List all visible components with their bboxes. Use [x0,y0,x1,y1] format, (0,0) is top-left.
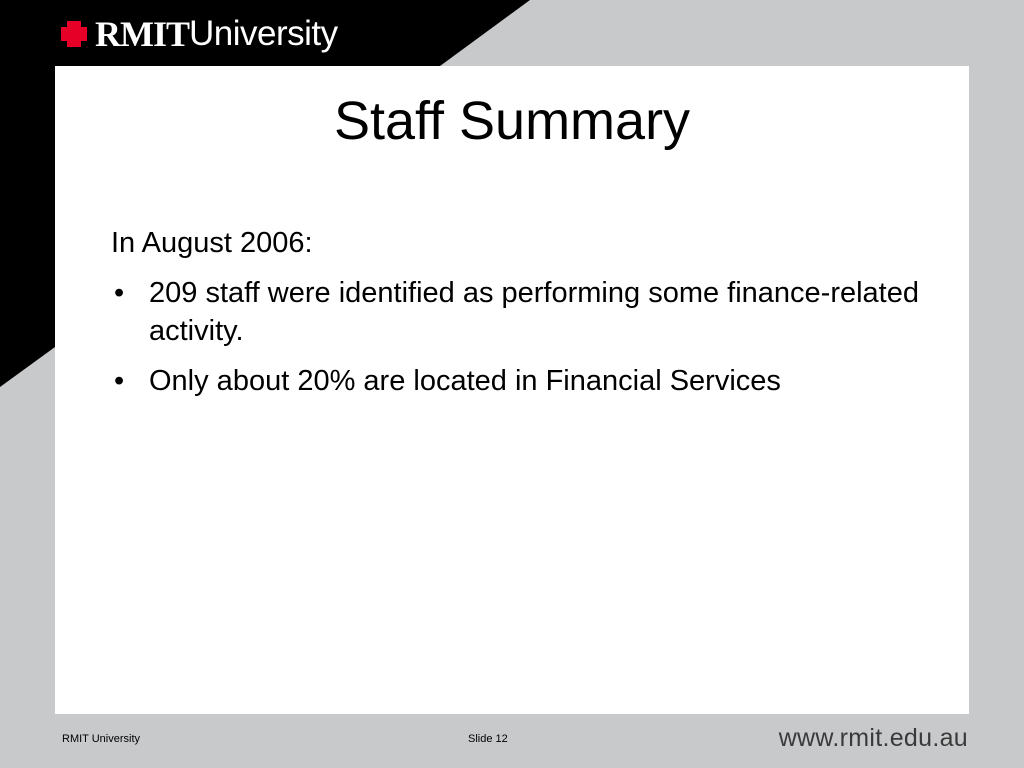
footer-website: www.rmit.edu.au [778,724,968,752]
bullet-list [111,274,931,400]
bullet-icon: • [114,365,125,397]
slide-number: Slide 12 [468,733,508,745]
bullet-text: Only about 20% are located in Financial Services [149,365,781,397]
slide-body [111,224,931,412]
footer-organization: RMIT University [62,733,141,745]
logo-university-text: University [189,14,338,53]
intro-text: In August 2006: [111,227,313,259]
bullet-item [111,274,931,350]
bullet-text: 209 staff were identified as performing some finance-related activity. [149,277,920,347]
rmit-pixel-mark-icon [57,17,91,51]
bullet-icon: • [114,277,125,309]
rmit-logo [57,14,338,54]
bullet-item [111,362,931,400]
slide-title: Staff Summary [333,91,691,151]
logo-rmit-text: RMIT [95,14,189,54]
